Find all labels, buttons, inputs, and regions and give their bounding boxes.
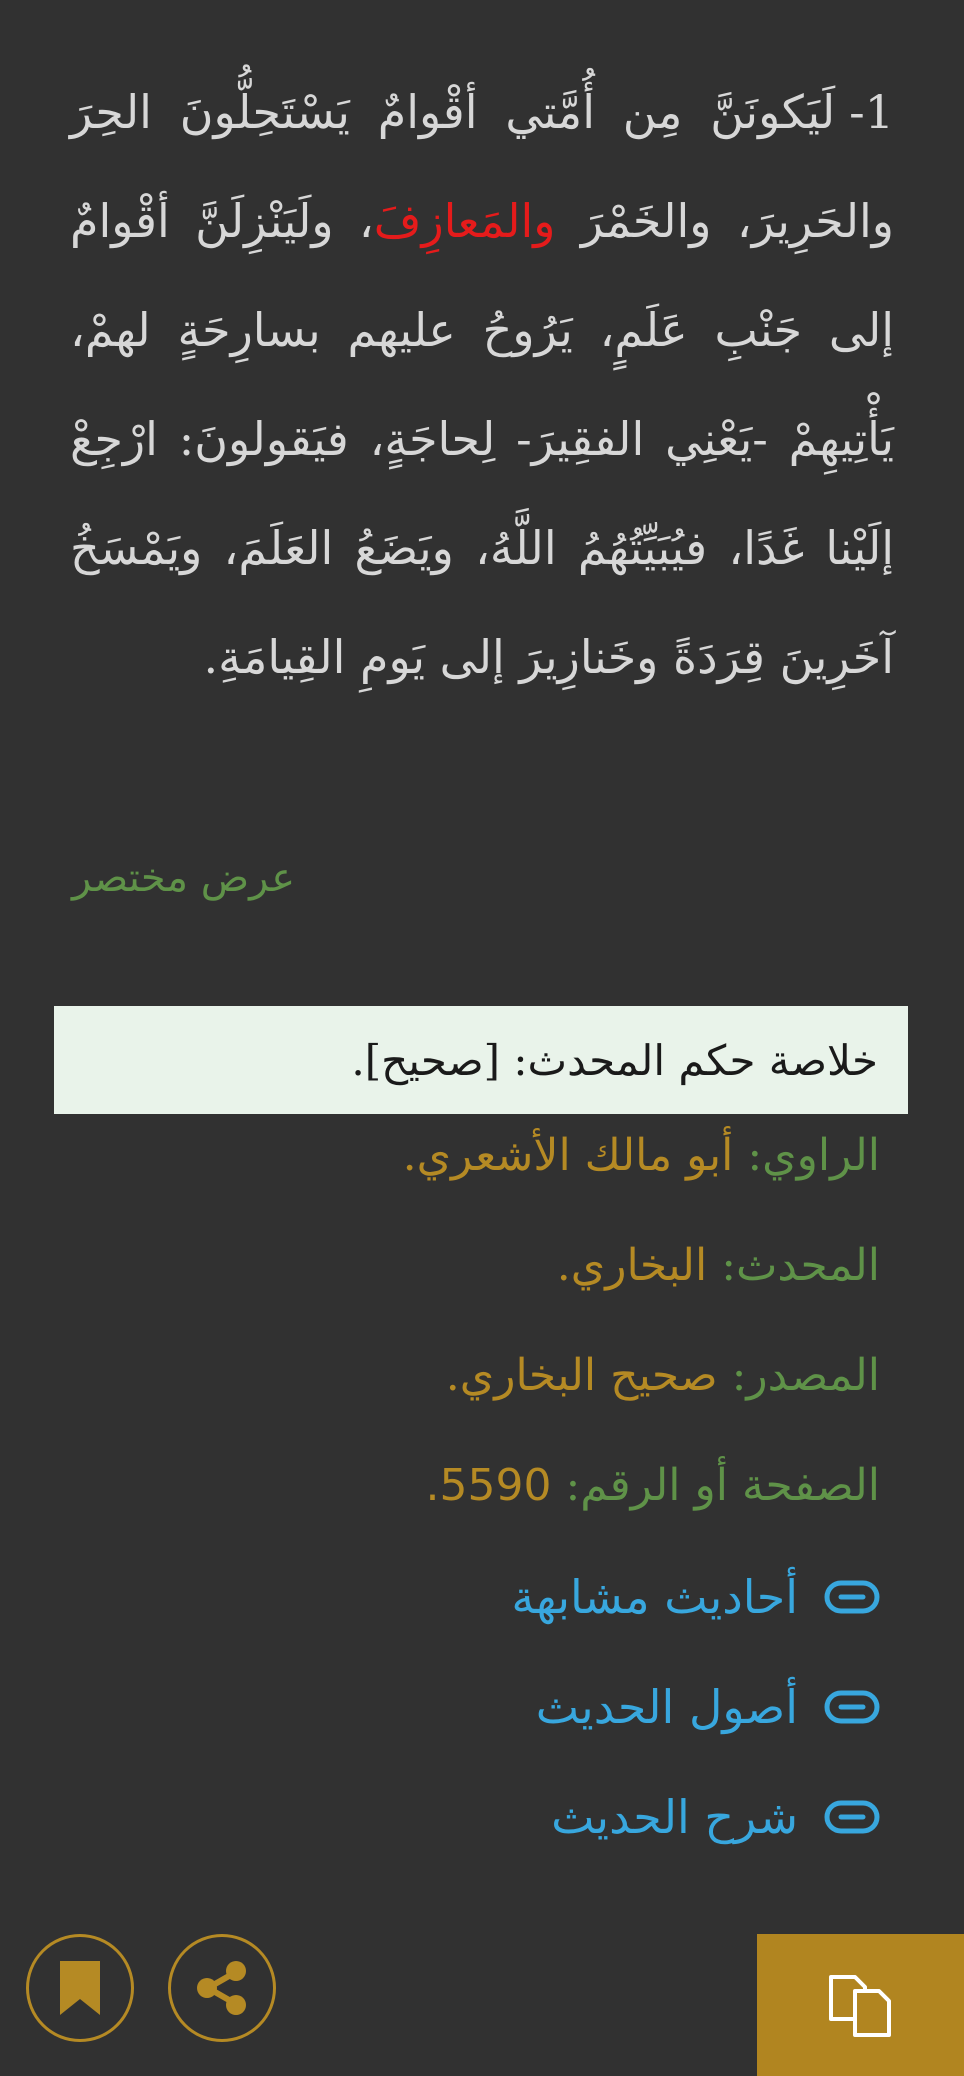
verdict-box — [54, 1006, 908, 1114]
share-icon — [192, 1958, 252, 2018]
hadith-text-end: ، ولَيَنْزِلَنَّ أقْوامٌ إلى جَنْبِ عَلَمٍ، يَرُوحُ عليهم بسارِحَةٍ لهمْ، يَأْتِيهِمْ -يَعْنِي الفقِيرَ- لِحاجَةٍ، فيَقولونَ: ارْجِعْ إلَيْنا غَدًا، فيُبَيِّتُهُمُ اللَّهُ، ويَضَعُ العَلَمَ، ويَمْسَخُ آخَرِينَ قِرَدَةً وخَنازِيرَ إلى يَومِ القِيامَةِ. — [70, 194, 894, 684]
hadith-highlight: والمَعازِفَ — [373, 194, 556, 248]
short-view-link[interactable]: عرض مختصر — [72, 855, 296, 901]
muhaddith-row — [557, 1240, 880, 1291]
source-row — [446, 1350, 880, 1401]
page-value: 5590. — [425, 1460, 552, 1511]
narrator-row — [403, 1130, 880, 1181]
hadith-number: 1- — [849, 85, 894, 139]
hadith-explanation-link[interactable] — [551, 1790, 880, 1844]
bookmark-button[interactable] — [26, 1934, 134, 2042]
source-label: المصدر: — [731, 1350, 880, 1401]
verdict-text: خلاصة حكم المحدث: [صحيح]. — [351, 1035, 878, 1085]
share-button[interactable] — [168, 1934, 276, 2042]
narrator-label: الراوي: — [747, 1130, 880, 1181]
copy-button[interactable] — [757, 1934, 964, 2076]
link-icon — [824, 1687, 880, 1727]
page-label: الصفحة أو الرقم: — [565, 1460, 880, 1511]
bookmark-icon — [58, 1959, 102, 2017]
muhaddith-value: البخاري. — [556, 1240, 708, 1291]
source-value: صحيح البخاري. — [445, 1350, 718, 1401]
page-row — [425, 1460, 880, 1511]
link-icon — [824, 1577, 880, 1617]
narrator-value: أبو مالك الأشعري. — [402, 1130, 734, 1181]
similar-hadiths-link[interactable] — [511, 1570, 880, 1624]
hadith-text-start: لَيَكونَنَّ مِن أُمَّتي أقْوامٌ يَسْتَحِلُّونَ الحِرَ والحَرِيرَ، والخَمْرَ — [70, 85, 894, 248]
similar-hadiths-label: أحاديث مشابهة — [511, 1570, 798, 1624]
hadith-text — [70, 58, 894, 712]
hadith-explanation-label: شرح الحديث — [551, 1790, 798, 1844]
link-icon — [824, 1797, 880, 1837]
muhaddith-label: المحدث: — [721, 1240, 880, 1291]
hadith-origins-label: أصول الحديث — [535, 1680, 798, 1734]
hadith-origins-link[interactable] — [536, 1680, 880, 1734]
copy-icon — [825, 1969, 897, 2041]
